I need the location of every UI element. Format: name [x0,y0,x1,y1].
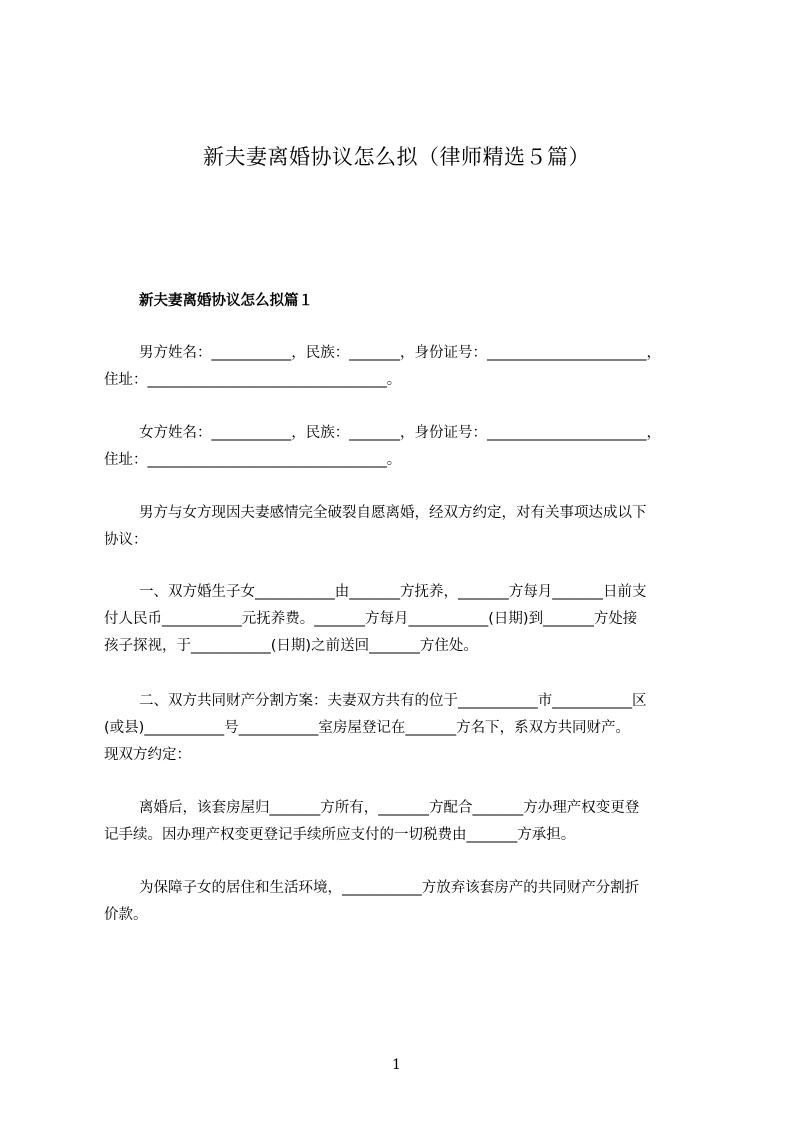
section-heading: 新夫妻离婚协议怎么拟篇１ [139,293,313,309]
paragraph-intro [104,500,700,554]
paragraph-line: 协议： [104,532,148,548]
paragraph-female-info [104,420,700,474]
paragraph-line: 付人民币___________元抚养费。_______方每月___________(日期)到_______方处接 [104,611,638,627]
paragraph-line: 一、双方婚生子女___________由_______方抚养，_______方每月_______日前支 [139,584,647,600]
paragraph-line: 为保障子女的居住和生活环境，___________方放弃该套房产的共同财产分割折 [139,880,640,896]
paragraph-line: 男方与女方现因夫妻感情完全破裂自愿离婚，经双方约定，对有关事项达成以下 [139,505,647,521]
paragraph-male-info [104,340,700,394]
paragraph-line: 女方姓名：___________，民族：_______，身份证号：______________________， [139,425,661,441]
paragraph-line: 价款。 [104,907,148,923]
paragraph-clause-two [104,688,700,769]
page-number: 1 [392,1057,401,1073]
paragraph-line: (或县)___________号___________室房屋登记在_______方名下，系双方共同财产。 [104,720,631,736]
document-title: 新夫妻离婚协议怎么拟（律师精选５篇） [203,145,590,169]
paragraph-line: 住址：_________________________________。 [104,372,402,388]
paragraph-line: 二、双方共同财产分割方案：夫妻双方共有的位于___________市___________区 [139,693,647,709]
paragraph-line: 住址：_________________________________。 [104,452,402,468]
paragraph-property-transfer [104,795,700,849]
paragraph-line: 孩子探视，于___________(日期)之前送回_______方住处。 [104,638,478,654]
paragraph-clause-one [104,579,700,660]
paragraph-line: 离婚后，该套房屋归_______方所有，_______方配合_______方办理产权变更登 [139,800,640,816]
paragraph-line: 记手续。因办理产权变更登记手续所应支付的一切税费由_______方承担。 [104,827,576,843]
paragraph-line: 男方姓名：___________，民族：_______，身份证号：______________________， [139,345,661,361]
paragraph-waiver [104,875,700,929]
paragraph-line: 现双方约定： [104,747,191,763]
